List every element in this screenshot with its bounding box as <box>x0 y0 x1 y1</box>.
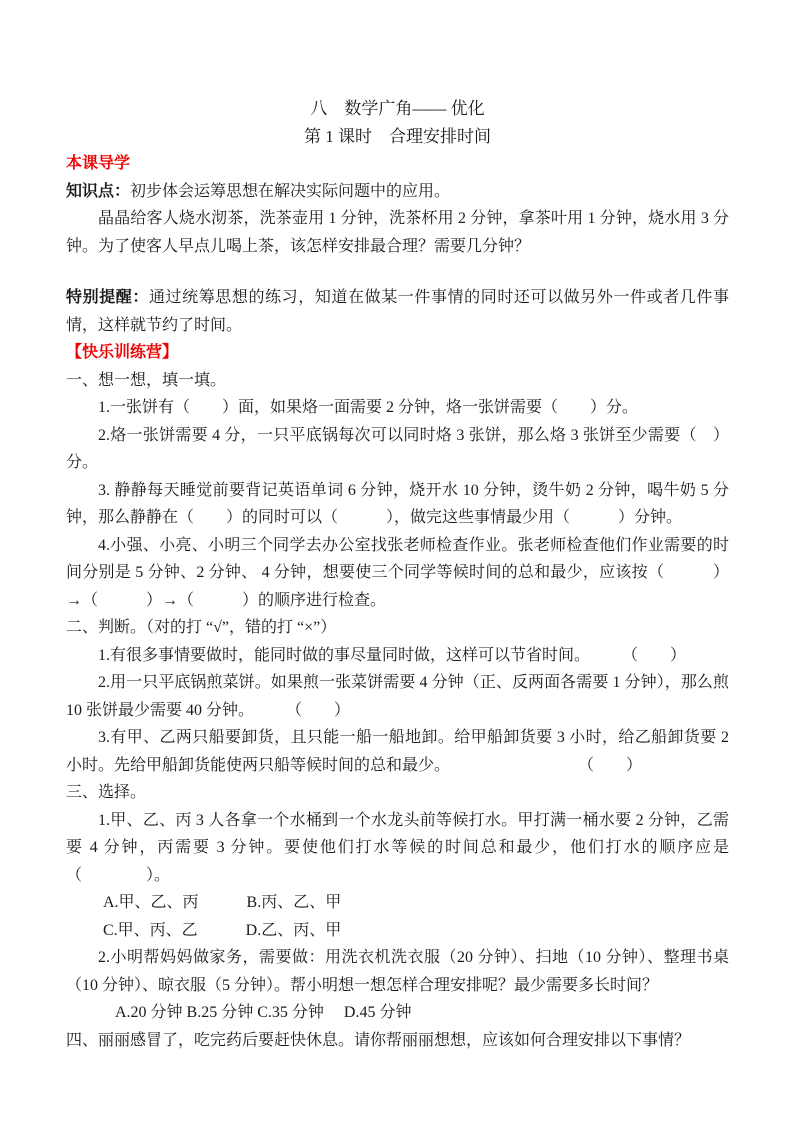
choice-question-1: 1.甲、乙、丙 3 人各拿一个水桶到一个水龙头前等候打水。甲打满一桶水要 2 分钟，乙需要 4 分钟，丙需要 3 分钟。要使他们打水等候的时间总和最少，他们打水的顺序应是（ ）。 <box>66 811 729 884</box>
fill-in-item-3: 3. 静静每天睡觉前要背记英语单词 6 分钟，烧开水 10 分钟，烫牛奶 2 分钟，喝牛奶 5 分钟，那么静静在（ ）的同时可以（ ），做完这些事情最少用（ ）分钟。 <box>66 481 729 526</box>
knowledge-point-paragraph <box>66 178 729 206</box>
section1-title: 一、想一想，填一填。 <box>66 371 227 389</box>
knowledge-point-text: 初步体会运筹思想在解决实际问题中的应用。 <box>130 182 451 200</box>
example-problem-paragraph: 晶晶给客人烧水沏茶，洗茶壶用 1 分钟，洗茶杯用 2 分钟，拿茶叶用 1 分钟，烧水用 3 分钟。为了使客人早点儿喝上茶，该怎样安排最合理？需要几分钟？ <box>66 210 729 255</box>
fill-in-item-1: 1.一张饼有（ ）面，如果烙一面需要 2 分钟，烙一张饼需要（ ）分。 <box>98 399 639 416</box>
section4-title: 四、丽丽感冒了，吃完药后要赶快休息。请你帮丽丽想想，应该如何合理安排以下事情？ <box>66 1031 691 1049</box>
choice-question-2: 2.小明帮妈妈做家务，需要做：用洗衣机洗衣服（20 分钟）、扫地（10 分钟）、整理书桌（10 分钟）、晾衣服（5 分钟）。帮小明想一想怎样合理安排呢？最少需要多长时间？ <box>66 949 729 994</box>
fill-in-item-4: 4.小强、小亮、小明三个同学去办公室找张老师检查作业。张老师检查他们作业需要的时间分别是 5 分钟、2 分钟、 4 分钟，想要使三个同学等候时间的总和最少，应该按（ ）→（ ）→（ ）的顺序进行检查。 <box>66 536 729 609</box>
judge-item-1: 1.有很多事情要做时，能同时做的事尽量同时做，这样可以节省时间。 （ ） <box>98 646 687 664</box>
special-reminder-label: 特别提醒： <box>66 289 149 306</box>
choice-q1-options-row-2: C.甲、丙、乙 D.乙、丙、甲 <box>103 921 342 939</box>
section2-title: 二、判断。（对的打 “√”，错的打 “×”） <box>66 619 337 636</box>
judge-item-2: 2.用一只平底锅煎菜饼。如果煎一张菜饼需要 4 分钟（正、反两面各需要 1 分钟），那么煎 10 张饼最少需要 40 分钟。 （ ） <box>66 674 729 719</box>
special-reminder-paragraph <box>66 284 729 339</box>
fill-in-item-2: 2.烙一张饼需要 4 分，一只平底锅每次可以同时烙 3 张饼，那么烙 3 张饼至少需要（ ）分。 <box>66 426 729 471</box>
lesson-subtitle: 第 1 课时 合理安排时间 <box>304 126 491 146</box>
choice-q2-options-row: A.20 分钟 B.25 分钟 C.35 分钟 D.45 分钟 <box>115 1004 412 1021</box>
section3-title: 三、选择。 <box>66 784 147 801</box>
special-reminder-text: 通过统筹思想的练习，知道在做某一件事情的同时还可以做另外一件或者几件事情，这样就节约了时间。 <box>66 289 729 334</box>
knowledge-point-label: 知识点： <box>66 182 131 200</box>
training-camp-heading: 【快乐训练营】 <box>66 344 179 361</box>
judge-item-3: 3.有甲、乙两只船要卸货，且只能一船一船地卸。给甲船卸货要 3 小时，给乙船卸货要 2 小时。先给甲船卸货能使两只船等候时间的总和最少。 （ ） <box>66 729 729 774</box>
guide-heading: 本课导学 <box>66 155 131 172</box>
unit-title: 八 数学广角—— 优化 <box>310 99 485 118</box>
choice-q1-options-row-1: A.甲、乙、丙 B.丙、乙、甲 <box>103 894 342 911</box>
